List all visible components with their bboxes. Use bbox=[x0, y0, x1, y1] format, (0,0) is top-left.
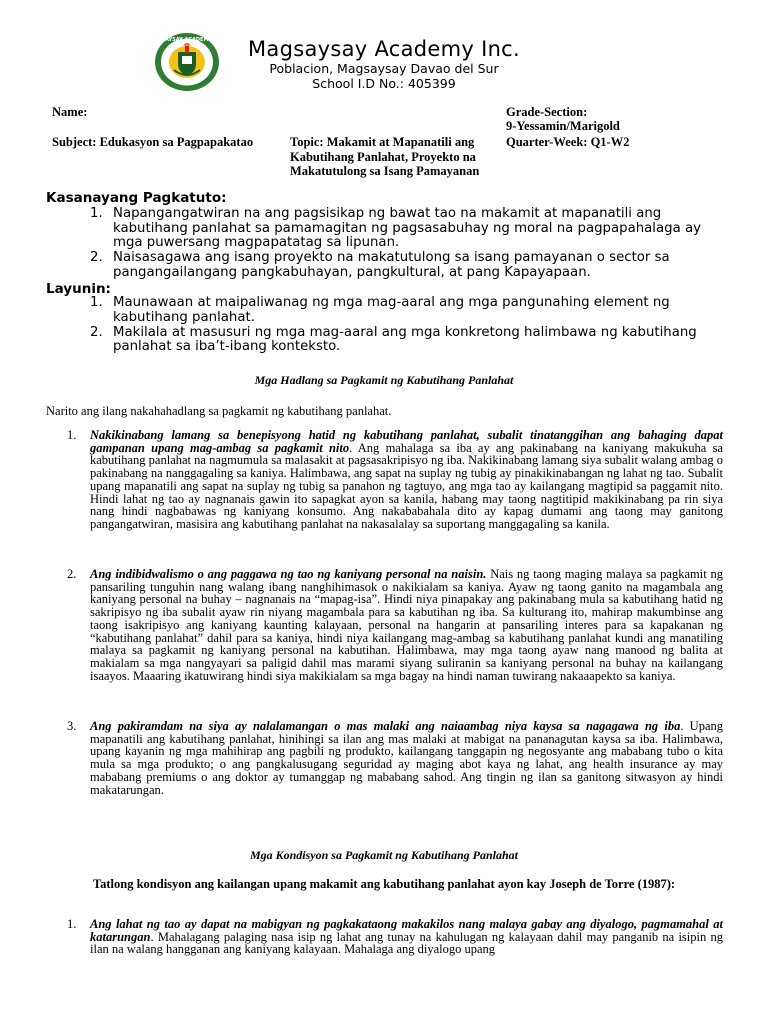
layunin-heading: Layunin: bbox=[46, 281, 111, 297]
item-lead: Ang lahat ng tao ay dapat na mabigyan ng pagkakataong makakilos nang malaya gabay ang diyalogo, pagmamahal at katarungan bbox=[90, 917, 723, 944]
school-seal-logo bbox=[148, 32, 226, 92]
item-text: . Upang mapanatili ang kabutihang panlahat, hinihingi sa ilan ang mas malaki at mabigat na pananagutan kaysa sa iba. Halimbawa, upang kayanin ng mga mahihirap ang pagbili ng produkto, kailangang tanggapin ng negosyante ang mababang tubo o kita mula sa mga produkto; o ang pangkalusugang seguridad ay maging abot kaya ng lahat, ang health insurance ay may mababang premiums o ang doktor ay tumanggap ng mababang sahod. Ang tingin ng ilan sa ganitong sitwasyon ay hindi makatarungan. bbox=[90, 719, 723, 797]
hadlang-item bbox=[67, 429, 723, 531]
list-item bbox=[90, 207, 722, 251]
item-number: 3. bbox=[67, 719, 77, 733]
layunin-list bbox=[90, 296, 722, 355]
kasanayan-heading: Kasanayang Pagkatuto: bbox=[46, 190, 227, 206]
item-text: Maunawaan at maipaliwanag ng mga mag-aaral ang mga pangunahing element ng kabutihang panlahat. bbox=[113, 295, 670, 325]
list-item bbox=[90, 326, 722, 355]
quarter-week-label: Quarter-Week: Q1-W2 bbox=[506, 135, 630, 149]
item-text: Makilala at masusuri ng mga mag-aaral ang mga konkretong halimbawa ng kabutihang panlahat sa iba’t-ibang konteksto. bbox=[113, 324, 697, 355]
item-lead: Ang indibidwalismo o ang paggawa ng tao ng kaniyang personal na naisin. bbox=[90, 567, 487, 581]
item-number: 1. bbox=[67, 428, 77, 442]
svg-text:MAGSAYSAY ACADEMY INC.: MAGSAYSAY ACADEMY INC. bbox=[148, 37, 226, 43]
grade-section-value: 9-Yessamin/Marigold bbox=[506, 119, 620, 133]
hadlang-section-title: Mga Hadlang sa Pagkamit ng Kabutihang Panlahat bbox=[254, 373, 514, 387]
subject-label: Subject: Edukasyon sa Pagpapakatao bbox=[52, 135, 254, 149]
school-address: Poblacion, Magsaysay Davao del Sur bbox=[269, 61, 499, 76]
item-number: 2. bbox=[90, 324, 103, 340]
item-text: Napangangatwiran na ang pagsisikap ng bawat tao na makamit at mapanatili ang kabutihang panlahat sa pamamagitan ng pagsasabuhay ng moral na pagpapahalaga ay mga puwersang magpapatatag sa lipunan. bbox=[113, 206, 701, 251]
item-lead: Nakikinabang lamang sa benepisyong hatid ng kabutihang panlahat, subalit tinatanggihan ang bahaging dapat gampanan upang mag-ambag sa pagkamit nito bbox=[90, 428, 723, 455]
item-number: 2. bbox=[90, 250, 103, 266]
kondisyon-section-title: Mga Kondisyon sa Pagkamit ng Kabutihang Panlahat bbox=[249, 848, 519, 862]
item-number: 1. bbox=[67, 917, 77, 931]
hadlang-item bbox=[67, 568, 723, 682]
kasanayan-list bbox=[90, 207, 722, 281]
grade-section-label: Grade-Section: bbox=[506, 105, 588, 119]
kondisyon-subtitle: Tatlong kondisyon ang kailangan upang makamit ang kabutihang panlahat ayon kay Joseph de Torre (1987): bbox=[92, 877, 676, 891]
item-lead: Ang pakiramdam na siya ay nalalamangan o mas malaki ang naiaambag niya kaysa sa nagagawa ng iba bbox=[90, 719, 681, 733]
item-number: 1. bbox=[90, 295, 103, 310]
item-text: Nais ng taong maging malaya sa pagkamit ng pansariling tunguhin nang walang ibang nanghihimasok o nakikialam sa kaniya. Ayaw ng taong ganito na magambala ang kaniyang personal na buhay – nagnanais na “mapag-isa”. Hindi niya pinapakay ang pakinabang mula sa kabutihang hatid ng sakripisyo ng iba subalit ayaw rin niyang magambala para sa kabutihan ng iba. Sa kulturang ito, mahirap makumbinse ang taong isakripisyo ang kaniyang kaunting kalayaan, personal na hangarin at pansariling interes para sa kapakanan ng “kabutihang panlahat” dahil para sa kaniya, hindi niya kailangang mag-ambag sa kabutihang panlahat kundi ang manatiling malaya sa pagkamit ng kaniyang personal na kabutihan. Halimbawa, may mga taong ayaw nang manood ng balita at makialam sa mga nangyayari sa paligid dahil mas marami siyang suliranin sa kaniyang personal na buhay na kailangang isaayos. Maaaring ikatuwirang hindi siya makikialam sa mga bagay na hindi naman tuwirang nakaaapekto sa kaniya. bbox=[90, 567, 723, 683]
document-header bbox=[0, 30, 768, 100]
item-text: . Ang mahalaga sa iba ay ang pakinabang na kaniyang makukuha sa kabutihang panlahat na nagmumula sa malasakit at pagsasakripisyo ng iba. Nakikinabang lamang siya subalit walang ambag o pakinabang na nanggagaling sa kaniya. Halimbawa, ang sapat na suplay ng tubig ay pinakikinabangan ng lahat ng tao. Subalit upang mapanatili ang sapat na suplay ng tubig sa panahon ng tagtuyo, ang mga tao ay kailangang magtipid sa paggamit nito. Hindi lahat ng tao ay nagnanais gawin ito sapagkat ayon sa kanila, habang may taong nagtitipid makikinabang pa rin siya nang hindi nagbabawas ng kaniyang konsumo. Ang nakababahala dito ay kapag dumami ang taong may ganitong pangangatwiran, masisira ang kabutihang panlahat na nakasalalay sa suportang manggagaling sa kanila. bbox=[90, 440, 723, 531]
school-id: School I.D No.: 405399 bbox=[312, 76, 456, 91]
topic-label: Topic: Makamit at Mapanatili ang Kabutihang Panlahat, Proyekto na Makatutulong sa Isang Pamayanan bbox=[290, 135, 480, 178]
name-label: Name: bbox=[52, 105, 88, 119]
hadlang-intro: Narito ang ilang nakahahadlang sa pagkamit ng kabutihang panlahat. bbox=[46, 404, 392, 418]
list-item bbox=[90, 251, 722, 280]
hadlang-item bbox=[67, 720, 723, 796]
item-text: . Mahalagang palaging nasa isip ng lahat ang tunay na kahulugan ng kalayaan dahil may panganib na isipin ng ilan na walang hangganan ang kaniyang kalayaan. Mahalaga ang diyalogo upang bbox=[90, 929, 723, 957]
item-number: 1. bbox=[90, 206, 103, 221]
list-item bbox=[90, 296, 722, 325]
item-number: 2. bbox=[67, 567, 77, 581]
item-text: Naisasagawa ang isang proyekto na makatutulong sa isang pamayanan o sector sa pangangailangang pangkabuhayan, pangkultural, at pang Kapayapaan. bbox=[113, 250, 670, 280]
kondisyon-item bbox=[67, 918, 723, 956]
school-name: Magsaysay Academy Inc. bbox=[247, 37, 520, 61]
